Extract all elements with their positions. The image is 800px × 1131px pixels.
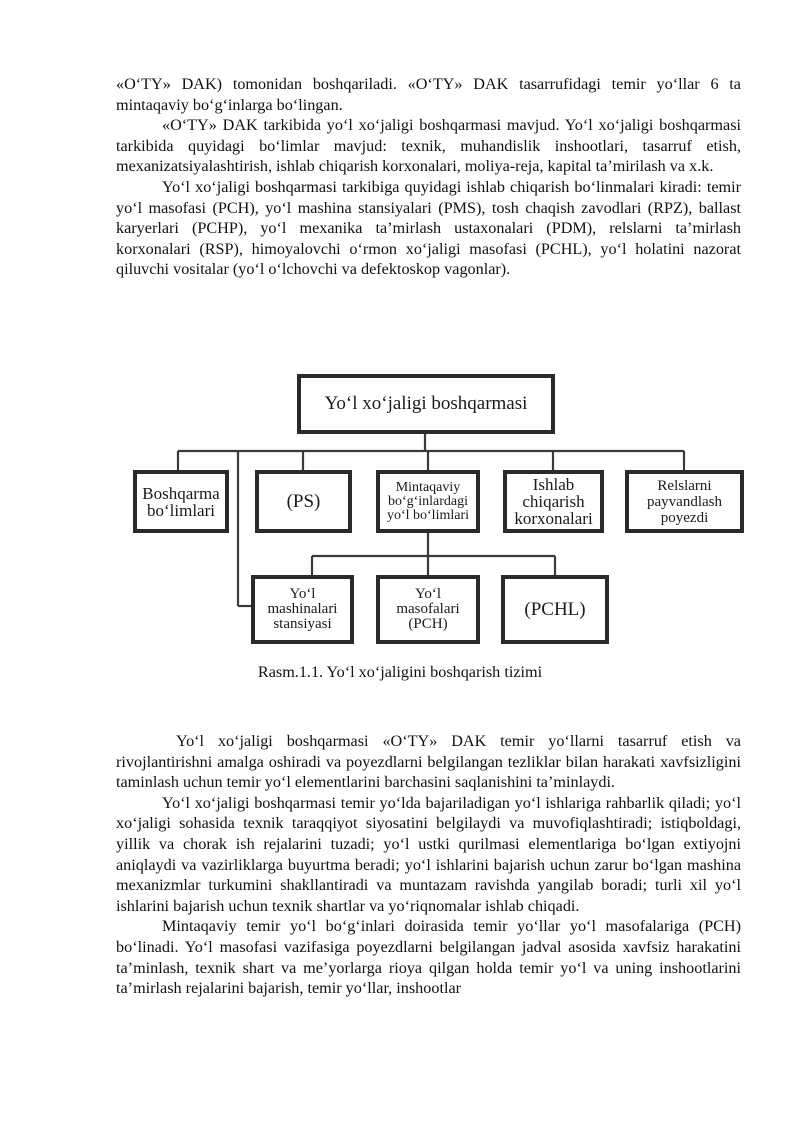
chart-box-ps: (PS) (255, 470, 352, 533)
chart-box-pch: Yo‘l masofalari (PCH) (376, 575, 480, 644)
chart-box-enterprises: Ishlab chiqarish korxonalari (503, 470, 604, 533)
chart-box-regional: Mintaqaviy bo‘g‘inlardagi yo‘l bo‘limlari (376, 470, 480, 533)
paragraph: Yo‘l xo‘jaligi boshqarmasi «O‘TY» DAK temir yo‘llarni tasarruf etish va rivojlantirishni amalga oshiradi va poyezdlarni belgilangan tezliklar bilan harakati xavfsizligini taminlash uchun temir yo‘l elementlarini barchasini saqlanishini ta’minlaydi. (116, 732, 741, 792)
chart-box-departments: Boshqarma bo‘limlari (133, 470, 229, 533)
chart-box-pms: Yo‘l mashinalari stansiyasi (251, 575, 354, 644)
chart-box-pchl: (PCHL) (501, 575, 609, 644)
chart-box-welding-train: Relslarni payvandlash poyezdi (625, 470, 744, 533)
paragraph: «O‘TY» DAK tarkibida yo‘l xo‘jaligi boshqarmasi mavjud. Yo‘l xo‘jaligi boshqarmasi tarkibida quyidagi bo‘limlar mavjud: texnik, muhandislik inshootlari, tasarruf etish, mexanizatsiyalashtirish, ishlab chiqarish korxonalari, moliya-reja, kapital ta’mirilash va x.k. (116, 116, 741, 176)
paragraph: Yo‘l xo‘jaligi boshqarmasi tarkibiga quyidagi ishlab chiqarish bo‘linmalari kiradi: temir yo‘l masofasi (PCH), yo‘l mashina stansiyalari (PMS), tosh chaqish zavodlari (RPZ), ballast karyerlari (PCHP), yo‘l mexanika ta’mirlash ustaxonalari (PDM), relslarni ta’mirlash korxonalari (RSP), himoyalovchi o‘rmon xo‘jaligi masofasi (PCHL), yo‘l holatini nazorat qiluvchi vositalar (yo‘l o‘lchovchi va defektoskop vagonlar). (116, 177, 741, 279)
figure-caption: Rasm.1.1. Yo‘l xo‘jaligini boshqarish tizimi (257, 663, 543, 681)
text-block-bottom (116, 731, 741, 999)
paragraph: Mintaqaviy temir yo‘l bo‘g‘inlari doirasida temir yo‘llar yo‘l masofalariga (PCH) bo‘linadi. Yo‘l masofasi vazifasiga poyezdlarni belgilangan jadval asosida xavfsiz harakatini ta’minlash, texnik shart va me’yorlarga rioya qilgan holda temir yo‘l va uning inshootlarini ta’mirlash rejalarini bajarish, temir yo‘llar, inshootlar (116, 917, 741, 998)
chart-box-head: Yo‘l xo‘jaligi boshqarmasi (297, 374, 555, 434)
paragraph: Yo‘l xo‘jaligi boshqarmasi temir yo‘lda bajariladigan yo‘l ishlariga rahbarlik qiladi; yo‘l xo‘jaligi sohasida texnik taraqqiyot siyosatini belgilaydi va muvofiqlashtiradi; istiqboldagi, yillik va chorak ish rejalarini tuzadi; yo‘l ustki qurilmasi elementlariga bo‘lgan extiyojni aniqlaydi va vazirliklarga buyurtma beradi; yo‘l ishlarini bajarish uchun zarur bo‘lgan mashina mexanizmlar turkumini shakllantiradi va muntazam ravishda yangilab boradi; turli xil yo‘l ishlarini bajarish uchun texnik shartlar va yo‘riqnomalar ishlab chiqadi. (116, 793, 741, 915)
paragraph: «O‘TY» DAK) tomonidan boshqariladi. «O‘TY» DAK tasarrufidagi temir yo‘llar 6 ta mintaqaviy bo‘g‘inlarga bo‘lingan. (116, 75, 741, 114)
